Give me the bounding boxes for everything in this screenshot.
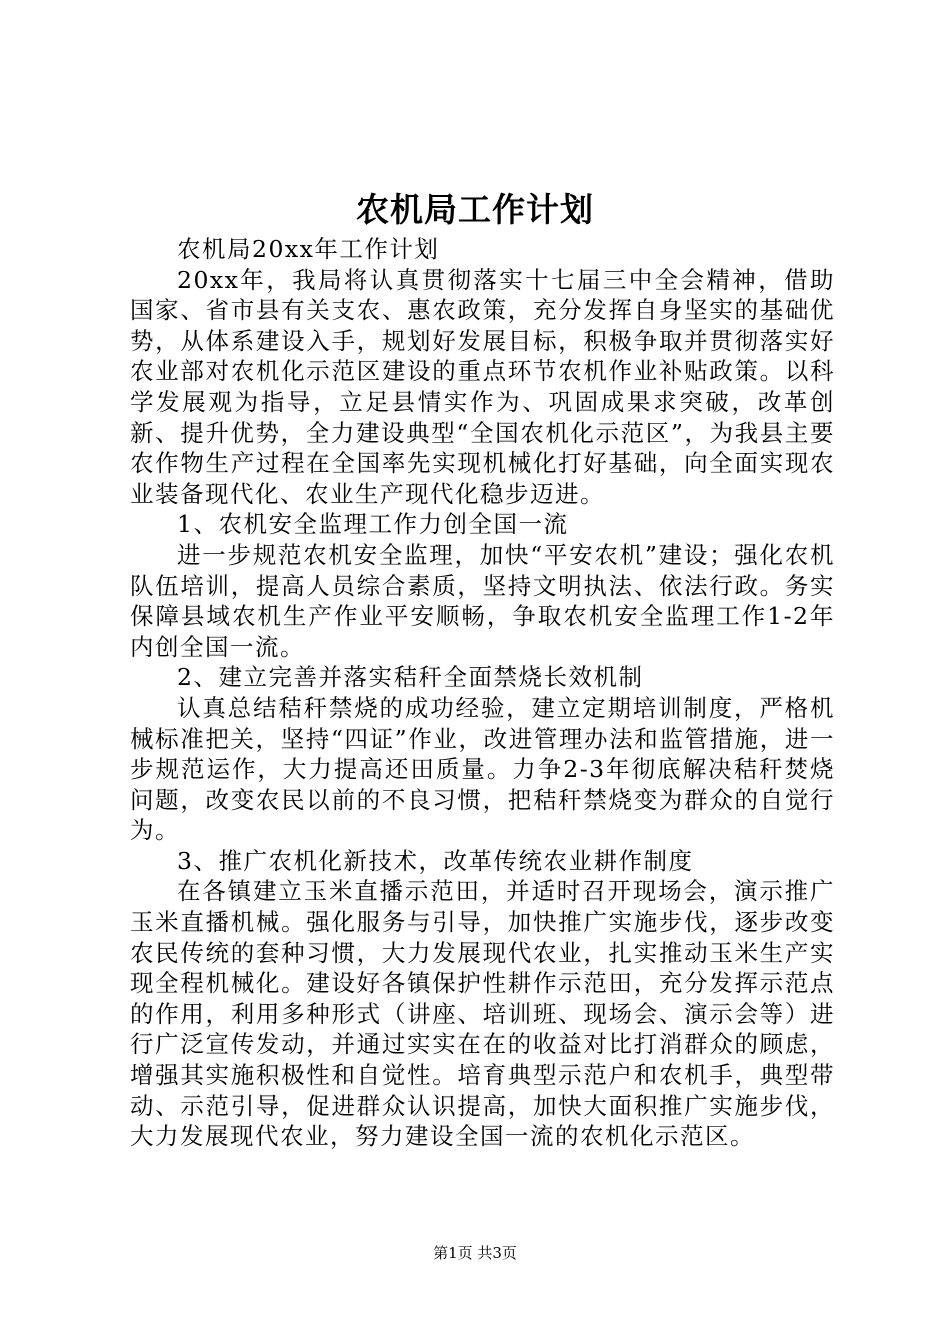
paragraph-intro: 20xx年，我局将认真贯彻落实十七届三中全会精神，借助国家、省市县有关支农、惠农政策，充分发挥自身坚实的基础优势，从体系建设入手，规划好发展目标，积极争取并贯彻落实好农业部对农机化示范区建设的重点环节农机作业补贴政策。以科学发展观为指导，立足县情实作为、巩固成果求突破，改革创新、提升优势，全力建设典型“全国农机化示范区”，为我县主要农作物生产过程在全国率先实现机械化打好基础，向全面实现农业装备现代化、农业生产现代化稳步迈进。 xyxy=(130,265,835,508)
page-number-footer: 第1页 共3页 xyxy=(433,1244,517,1262)
paragraph-section-1: 进一步规范农机安全监理，加快“平安农机”建设；强化农机队伍培训，提高人员综合素质，坚持文明执法、依法行政。务实保障县域农机生产作业平安顺畅，争取农机安全监理工作1-2年内创全国一流。 xyxy=(130,540,835,661)
document-body xyxy=(130,234,835,1152)
document-title: 农机局工作计划 xyxy=(356,190,594,229)
paragraph-section-3: 在各镇建立玉米直播示范田，并适时召开现场会，演示推广玉米直播机械。强化服务与引导，加快推广实施步伐，逐步改变农民传统的套种习惯，大力发展现代农业，扎实推动玉米生产实现全程机械化。建设好各镇保护性耕作示范田，充分发挥示范点的作用，利用多种形式（讲座、培训班、现场会、演示会等）进行广泛宣传发动，并通过实实在在的收益对比打消群众的顾虑，增强其实施积极性和自觉性。培育典型示范户和农机手，典型带动、示范引导，促进群众认识提高，加快大面积推广实施步伐，大力发展现代农业，努力建设全国一流的农机化示范区。 xyxy=(130,877,835,1151)
paragraph-section-2: 认真总结秸秆禁烧的成功经验，建立定期培训制度，严格机械标准把关，坚持“四证”作业，改进管理办法和监管措施，进一步规范运作，大力提高还田质量。力争2-3年彻底解决秸秆焚烧问题，改变农民以前的不良习惯，把秸秆禁烧变为群众的自觉行为。 xyxy=(130,693,835,845)
paragraph-subtitle: 农机局20xx年工作计划 xyxy=(177,235,440,263)
heading-section-1: 1、农机安全监理工作力创全国一流 xyxy=(177,510,569,539)
heading-section-3: 3、推广农机化新技术，改革传统农业耕作制度 xyxy=(177,846,694,875)
heading-section-2: 2、建立完善并落实秸秆全面禁烧长效机制 xyxy=(177,663,644,692)
